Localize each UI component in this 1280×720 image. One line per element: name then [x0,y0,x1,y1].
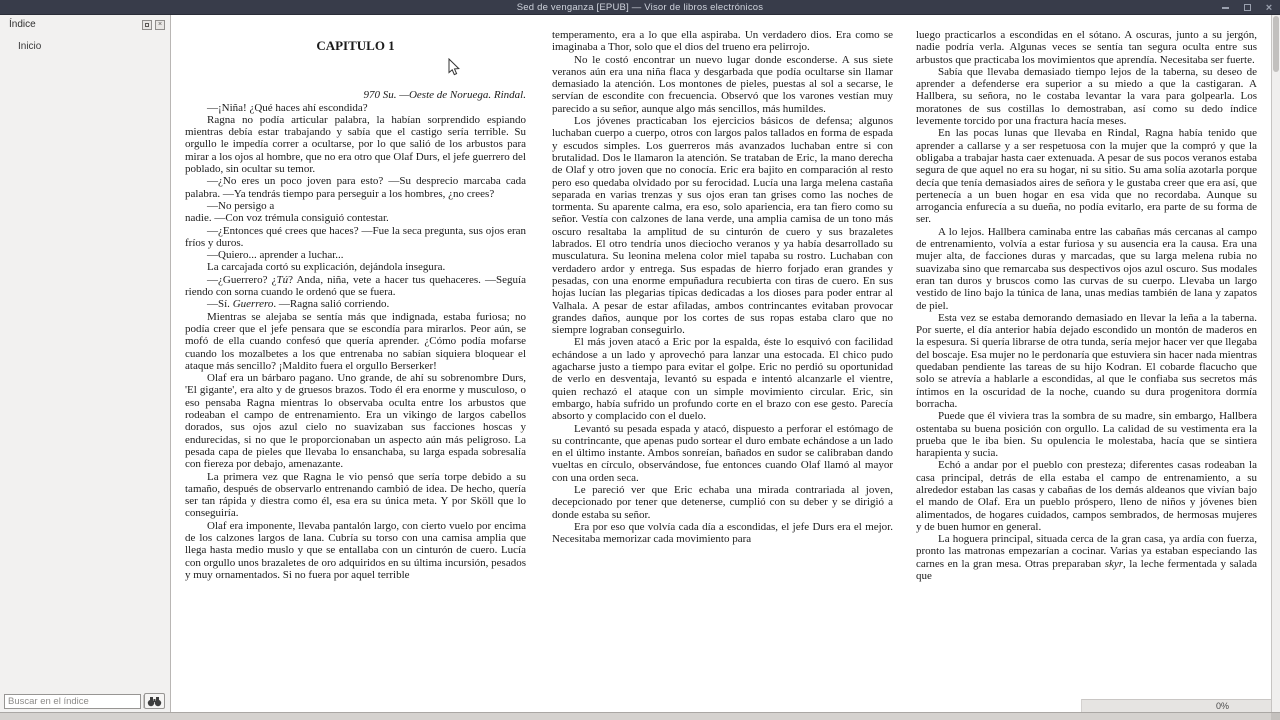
paragraph: La carcajada cortó su explicación, dejándola insegura. [207,261,446,274]
title-bar [0,0,1280,15]
toc-search-input[interactable] [5,695,143,708]
paragraph: Echó a andar por el pueblo con presteza; diferentes casas rodeaban la casa principal, detrás de ella estaba el campo de entrenamiento, a su alrededor estaban las casas y cabañas de los demás aldeanos que vivían bajo el mando de Olaf. Era un pueblo próspero, lleno de niños y jóvenes bien alimentados, de hogares cuidados, campos sembrados, de hermosas mujeres y de buen humor en general. [916,459,1257,533]
sidebar-header [0,15,170,33]
panel-close-button[interactable] [155,20,165,30]
paragraph: —Sí. Guerrero. —Ragna salió corriendo. [207,298,390,311]
paragraph: La hoguera principal, situada cerca de la gran casa, ya ardía con fuerza, pronto las matronas empezarían a cocinar. Varias ya estaban especiando las carnes en la gran mesa. Otras preparaban skyr, la leche fermentada y salada que [916,533,1257,583]
paragraph: —¿Guerrero? ¿Tú? Anda, niña, vete a hacer tus quehaceres. —Seguía riendo con sorna cuando le ordenó que se fuera. [185,273,526,299]
toc-search-button[interactable] [144,693,165,709]
minimize-button[interactable] [1220,2,1230,13]
paragraph: —¿Entonces qué crees que haces? —Fue la seca pregunta, sus ojos eran fríos y duros. [185,224,526,249]
paragraph: —¡Niña! ¿Qué haces ahí escondida? [207,101,368,114]
window-title: Sed de venganza [EPUB] — Visor de libros electrónicos [516,1,764,13]
paragraph: —Quiero... aprender a luchar... [207,249,344,262]
panel-close-icon: × [157,21,163,28]
window-bottom-edge [0,712,1280,720]
maximize-button[interactable] [1242,2,1252,13]
binoculars-icon [147,696,162,707]
paragraph: —¿No eres un poco joven para esto? —Su desprecio marcaba cada palabra. —Ya tendrás tiempo para perseguir a los hombres, ¿no crees? [185,175,526,200]
paragraph: Le pareció ver que Eric echaba una mirada contrariada al joven, decepcionado por tener que detenerse, cumplió con su deber y se dirigió a donde estaba su señor. [552,483,893,521]
paragraph: Olaf era imponente, llevaba pantalón largo, con cierto vuelo por encima de los calzones largos de lana. Cubría su torso con una camisa amplia que llega hasta medio muslo y que se entallaba con un cinturón de cuero. Lucía con orgullo unos brazaletes de oro adquiridos en su última incursión, pesados y muy ornamentados. Si no fuera por aquel terrible [185,519,526,581]
paragraph: Mientras se alejaba se sentía más que indignada, estaba furiosa; no podía creer que el jefe pensara que se escondía para mirarlos. Peor aún, se mofó de ella cuando confesó que quería aprender. ¿Cómo podía mofarse cuando los mozalbetes a los que entrenaba no sabían siquiera bloquear el ataque más sencillo? ¡Maldito fuera el orgullo Berserker! [185,310,526,372]
mouse-cursor [448,58,461,77]
paragraph: En las pocas lunas que llevaba en Rindal, Ragna había tenido que aprender a callarse y a ser respetuosa con la mujer que la compró y que la obligaba a trabajar hasta caer extenuada. A pesar de sus pocos veranos estaba segura de que aquel no era su hogar, ni su sitio. Su ama solía azotarla porque decía que tenía demasiados aires de señora y le gustaba creer que era así, que pertenecía a un buen hogar en esa vida que no recordaba. Aunque su arrogancia enfurecía a su dueña, no podía evitarlo, era parte de su forma de ser. [916,127,1257,226]
paragraph: Sabía que llevaba demasiado tiempo lejos de la taberna, su deseo de aprender a defenderse era superior a su miedo a que la castigaran. A Hallbera, su señora, no le costaba levantar la vara para golpearla. Los moratones de sus costillas lo demostraban, así como su dedo índice levemente torcido por una fractura hacía meses. [916,65,1257,128]
minimize-icon [1222,7,1229,9]
paragraph: No le costó encontrar un nuevo lugar donde esconderse. A sus siete veranos aún era una niña flaca y desgarbada que podía ocultarse sin llamar demasiado la atención. Los montones de pieles, puestas al sol a secarse, le servían de escondite con frecuencia. Observó que los varones vestían muy parecido a su señor, aunque algo más sencillos, más humildes. [552,53,893,115]
paragraph: temperamento, era a lo que ella aspiraba. Un verdadero dios. Era como se imaginaba a Thor, solo que el dios del trueno era pelirrojo. [552,29,893,54]
paragraph: Olaf era un bárbaro pagano. Uno grande, de ahí su sobrenombre Durs, 'El gigante', era alto y de gruesos brazos. Todo él era enorme y musculoso, o eso pensaba Ragna mientras lo observaba oculta entre los arbustos que rodeaban el campo de entrenamiento. Era un vikingo de largos cabellos dorados, sus ojos azul cielo no suavizaban sus facciones hoscas y endurecidas, si no que le proporcionaban un aspecto aún más peligroso. La pesada capa de pieles que llevaba lo ensanchaba, su larga espada sobresalía con fiereza por debajo, amenazante. [185,372,526,471]
toc-tree [0,33,170,693]
toc-search-bar [0,693,170,712]
paragraph: nadie. —Con voz trémula consiguió contestar. [185,212,389,225]
paragraph: Levantó su pesada espada y atacó, dispuesto a perforar el estómago de su contrincante, que apenas pudo sortear el duro embate echándose a un lado en el último instante. Ambos sonreían, bañados en sudor se calibraban dando vueltas en círculo, observándose, fue entonces cuando Olaf llamó al mayor con una orden seca. [552,422,893,484]
close-button[interactable] [1264,2,1274,13]
paragraph: —No persigo a [207,199,275,212]
text-column-3 [916,29,1257,707]
paragraph: Los jóvenes practicaban los ejercicios básicos de defensa; algunos luchaban cuerpo a cuerpo, otros con largos palos tallados en forma de espada y escudos simples. Los guerreros más avanzados luchaban entre si con brutalidad. Dos le llamaron la atención. Se trataban de Eric, la mano derecha de Olaf y otro joven que no conocía. Eric era bajito en comparación al resto pero eso quedaba olvidado por su ferocidad. Lucía una larga melena castaña separada en varias trenzas y sus ojos eran tan grises como las noches de tormenta. Su aparente calma, era eso, solo apariencia, era tan fiero como su señor. Vestía con calzones de lana verde, una amplia camisa de un tono más oscuro resaltaba la amplitud de su cinturón de cuero y sus brazaletes labrados. El otro tendría unos dieciocho veranos y ya había desarrollado su musculatura. Su leonina melena color miel tapaba su rostro. Luchaban con verdadero ardor y entrega. Sus espadas de hierro forjado eran grandes y pesadas, con una enorme empuñadura recubierta con tiras de cuero. En sus hojas lucían las plegarias típicas dedicadas a los dioses para poder entrar al Valhala. A pesar de estar afiladas, ambos contrincantes evitaban provocar grandes daños, aunque por los cortes de sus ropas estaba claro que no siempre lograban conseguirlo. [552,115,893,337]
paragraph: A lo lejos. Hallbera caminaba entre las cabañas más cercanas al campo de entrenamiento, volvía a estar furiosa y su ausencia era la causa. Era una mujer alta, de facciones duras y marcadas, que su larga melena rubia no suavizaba sino que remarcaba sus despectivos ojos azul oscuro. Sus modales eran tan duros y bruscos como las curvas de su cuerpo. Llevaba un largo vestido de lino bajo la túnica de lana, unas medias también de lana y zapatos de piel. [916,225,1257,312]
paragraph: Ragna no podía articular palabra, la habían sorprendido espiando mientras debía estar trabajando y sabía que el castigo sería terrible. Su orgullo le impedía correr a ocultarse, por lo que salió de los arbustos para mirar a los ojos al hombre, que no era otro que Olaf Durs, el jefe guerrero del poblado, sin ocultar su temor. [185,113,526,176]
vertical-scrollbar[interactable] [1271,15,1280,712]
scrollbar-thumb[interactable] [1273,16,1279,72]
paragraph: Esta vez se estaba demorando demasiado en llevar la leña a la taberna. Por suerte, el día anterior había dejado escondido un montón de maderos en la espesura. Si quería librarse de otra tunda, sería mejor hacer ver que llegaba del boscaje. Esa mujer no le perdonaría que estuviera sin hacer nada mientras quedaban pendiente las tareas de su hijo Kodran. El cobarde flacucho que solo se atrevía a hablarle a escondidas, al que le confiaba sus secretos más íntimos en la oscuridad de la noche, cuando su dura progenitora dormía borracha. [916,311,1257,410]
paragraph: El más joven atacó a Eric por la espalda, éste lo esquivó con facilidad echándose a un lado y aprovechó para lanzar una estocada. El chico pudo agacharse justo a tiempo para evitar el golpe. Eric no perdió su oportunidad de verlo en desventaja, levantó su espada e intentó alcanzarle el vientre, quien rechazó el ataque con un simple movimiento circular. Eric, sin embargo, había sufrido un profundo corte en el brazo con ese gesto. Parecía absorto y complacido con el duelo. [552,336,893,423]
panel-options-icon [145,23,149,27]
progress-label: 0% [1215,701,1229,711]
close-icon: × [1265,1,1273,14]
toc-sidebar [0,15,171,712]
book-view[interactable] [171,15,1271,712]
paragraph: luego practicarlos a escondidas en el sótano. A oscuras, junto a su jergón, nadie podría verla. Algunas veces se sentía tan segura oculta entre sus arbustos que practicaba los movimientos que aprendía. Necesitaba ser fuerte. [916,29,1257,66]
toc-item-inicio[interactable]: Inicio [18,41,42,52]
chapter-title: CAPITULO 1 [316,40,395,53]
sidebar-title: Índice [9,19,36,30]
chapter-dateline: 970 Su. —Oeste de Noruega. Rindal. [363,89,526,102]
main-area [0,15,1280,712]
paragraph: La primera vez que Ragna le vio pensó que sería torpe debido a su tamaño, después de observarlo entrenando cambió de idea. De hecho, quería ser tan rápida y diestra como él, esa era su única meta. Y por Sköll que lo conseguiría. [185,470,526,520]
paragraph: Era por eso que volvía cada día a escondidas, el jefe Durs era el mejor. Necesitaba memorizar cada movimiento para [552,520,893,546]
toc-search-combo[interactable] [4,694,141,709]
maximize-icon [1244,4,1251,11]
resize-grip[interactable] [1271,713,1280,720]
text-column-2 [552,29,893,707]
window-controls [1220,0,1274,15]
text-column-1 [185,40,526,712]
page-progress-bar [1081,699,1271,712]
paragraph: Puede que él viviera tras la sombra de su madre, sin embargo, Hallbera ostentaba su buena posición con orgullo. La calidad de su vestimenta era la prueba que le iba bien. Su opulencia le molestaba, hacía que se sintiera harapienta y sucia. [916,410,1257,460]
panel-options-button[interactable] [142,20,152,30]
